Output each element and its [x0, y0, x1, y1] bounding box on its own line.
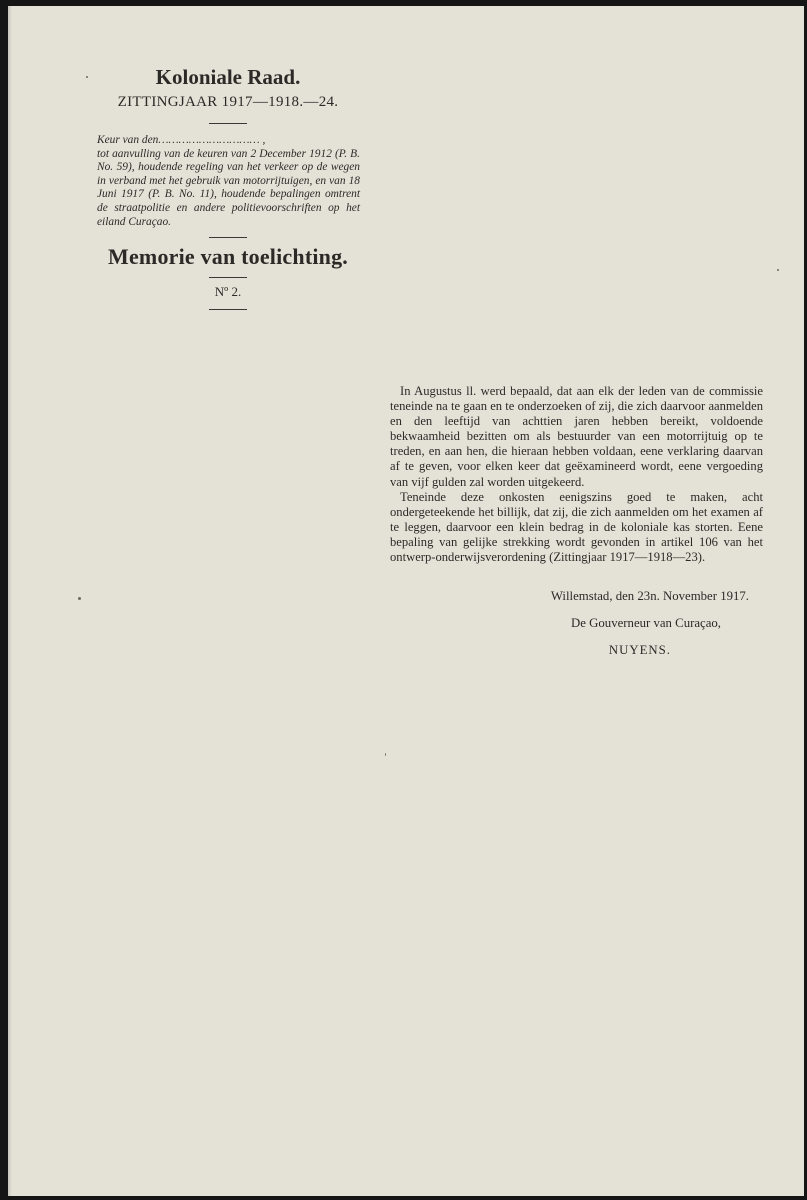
body-paragraph: Teneinde deze onkosten eenigszins goed te maken, acht ondergeteekende het billijk, dat zij, die zich aanmelden om het examen af te leggen, daarvoor een klein bedrag in de koloniale kas storten. Eene bepaling van gelijke strekking wordt gevonden in artikel 106 van het ontwerp-onderwijsverordening (Zittingjaar 1917—1918—23). — [390, 489, 763, 565]
document-title: Memorie van toelichting. — [107, 244, 349, 270]
paper-speck — [78, 597, 81, 600]
document-number: Nº 2. — [214, 284, 242, 300]
divider — [209, 123, 247, 124]
signature-block — [390, 588, 763, 658]
page-edge-shadow — [8, 6, 12, 1196]
council-title: Koloniale Raad. — [155, 65, 301, 89]
decree-description — [88, 134, 368, 229]
body-paragraph: In Augustus ll. werd bepaald, dat aan elk der leden van de commissie teneinde na te gaan en te onderzoeken of zij, die zich daarvoor aanmelden en den leeftijd van achttien jaren hebben bereikt, voldoende bekwaamheid bezitten om als bestuurder van een motorrijtuig op te treden, en aan hen, die hieraan hebben voldaan, eene verklaring daarvan af te geven, voor elken keer dat geëxamineerd wordt, eene vergoeding van vijf gulden zal worden uitgekeerd. — [390, 384, 763, 489]
paper-speck — [777, 269, 779, 271]
divider — [209, 309, 247, 310]
document-page — [8, 6, 804, 1196]
signatory-name: NUYENS. — [608, 643, 671, 657]
place-date: Willemstad, den 23n. November 1917. — [550, 589, 749, 603]
decree-text: tot aanvulling van de keuren van 2 December 1912 (P. B. No. 59), houdende regeling van het verkeer op de wegen in verband met het gebruik van motorrijtuigen, en van 18 Juni 1917 (P. B. No. 11), houdende bepalingen omtrent de straatpolitie en andere politievoorschriften op het eiland Curaçao. — [97, 147, 360, 228]
header-column — [88, 64, 368, 310]
explanatory-text — [390, 384, 763, 565]
decree-first-line: Keur van den………………………… , — [97, 134, 266, 146]
signatory-title: De Gouverneur van Curaçao, — [571, 616, 721, 630]
paper-speck — [385, 753, 386, 756]
session-line: ZITTINGJAAR 1917—1918.—24. — [117, 94, 339, 110]
divider — [209, 277, 247, 278]
divider — [209, 237, 247, 238]
